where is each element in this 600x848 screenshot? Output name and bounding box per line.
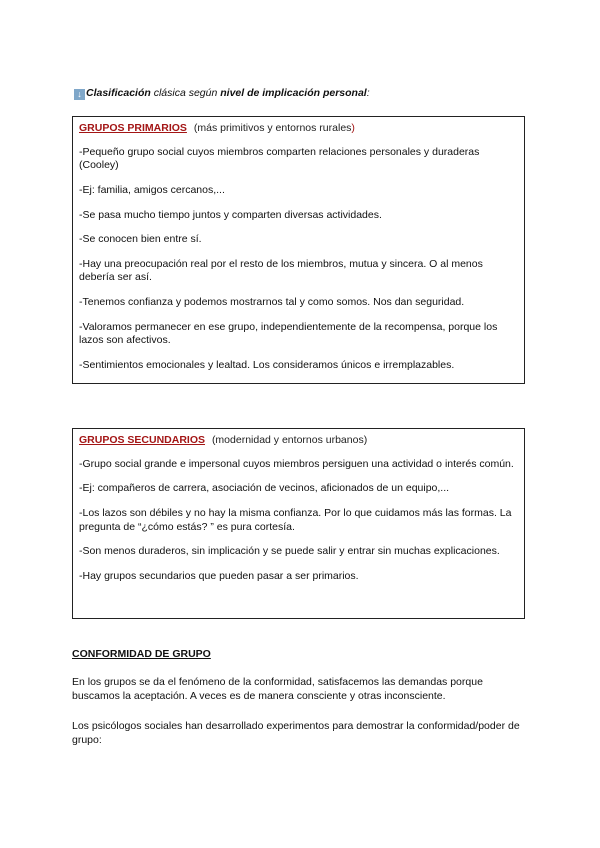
primary-groups-item: -Se pasa mucho tiempo juntos y comparten diversas actividades.: [79, 208, 382, 221]
primary-groups-subtitle-close: ): [351, 122, 355, 134]
arrow-down-icon: ↓: [74, 89, 85, 100]
conformity-paragraph: En los grupos se da el fenómeno de la conformidad, satisfacemos las demandas porque buscamos la aceptación. A veces es de manera consciente y otras inconsciente.: [72, 676, 483, 702]
classification-heading: [74, 87, 370, 101]
conformity-section-title: CONFORMIDAD DE GRUPO: [72, 648, 211, 660]
secondary-groups-box: [72, 428, 525, 619]
heading-part-3: nivel de implicación personal: [220, 87, 367, 99]
secondary-groups-item: -Hay grupos secundarios que pueden pasar a ser primarios.: [79, 569, 359, 582]
heading-part-2: clásica según: [150, 87, 221, 99]
secondary-groups-title-line: [79, 434, 518, 448]
primary-groups-item: -Tenemos confianza y podemos mostrarnos tal y como somos. Nos dan seguridad.: [79, 296, 465, 309]
secondary-groups-subtitle: (modernidad y entornos urbanos): [211, 434, 368, 446]
primary-groups-item: -Ej: familia, amigos cercanos,...: [79, 183, 225, 196]
secondary-groups-item: -Grupo social grande e impersonal cuyos miembros persiguen una actividad o interés común.: [79, 457, 514, 470]
secondary-groups-title: GRUPOS SECUNDARIOS: [79, 434, 206, 446]
primary-groups-item: -Pequeño grupo social cuyos miembros comparten relaciones personales y duraderas (Cooley): [79, 145, 480, 172]
secondary-groups-item: -Son menos duraderos, sin implicación y se puede salir y entrar sin muchas explicaciones.: [79, 545, 500, 558]
primary-groups-title-line: [79, 122, 518, 136]
primary-groups-item: -Se conocen bien entre sí.: [79, 233, 202, 246]
primary-groups-item: -Hay una preocupación real por el resto de los miembros, mutua y sincera. O al menos debería ser así.: [79, 257, 483, 284]
primary-groups-box: [72, 116, 525, 384]
primary-groups-subtitle: (más primitivos y entornos rurales: [193, 122, 352, 134]
primary-groups-item: -Sentimientos emocionales y lealtad. Los consideramos únicos e irremplazables.: [79, 359, 455, 372]
heading-part-1: Clasificación: [86, 87, 151, 99]
primary-groups-item: -Valoramos permanecer en ese grupo, independientemente de la recompensa, porque los lazos son afectivos.: [79, 320, 498, 347]
primary-groups-title: GRUPOS PRIMARIOS: [79, 122, 187, 134]
heading-part-4: :: [366, 87, 370, 99]
secondary-groups-item: -Ej: compañeros de carrera, asociación de vecinos, aficionados de un equipo,...: [79, 482, 450, 495]
conformity-paragraph: Los psicólogos sociales han desarrollado experimentos para demostrar la conformidad/poder de grupo:: [72, 720, 520, 746]
secondary-groups-item: -Los lazos son débiles y no hay la misma confianza. Por lo que cuidamos más las formas. La pregunta de “¿cómo estás? ” es pura cortesía.: [79, 506, 512, 533]
